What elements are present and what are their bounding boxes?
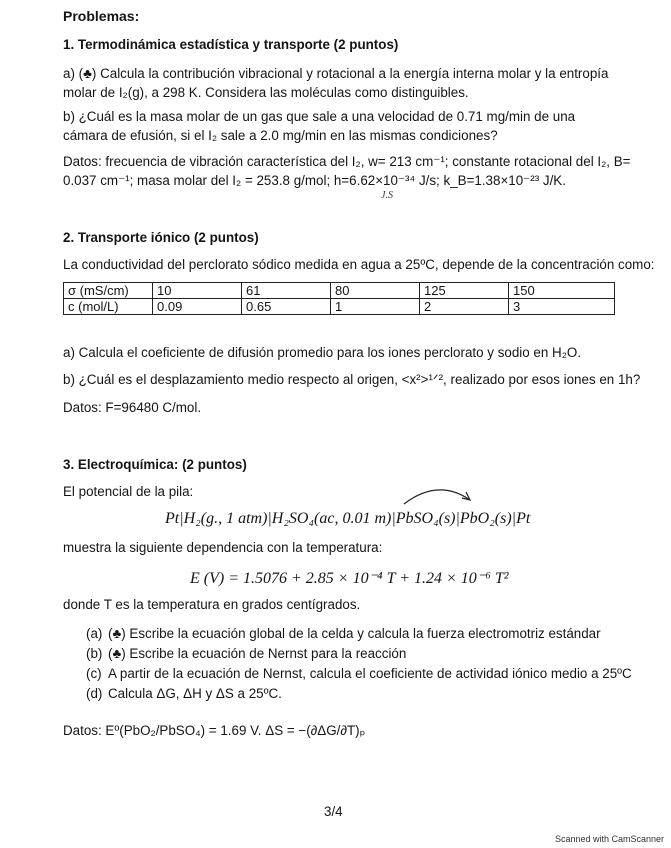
problem-1-part-b: b) ¿Cuál es la masa molar de un gas que sale a una velocidad de 0.71 mg/min de una cámara de efusión, si el I₂ sale a 2.0 mg/min en las mismas condiciones? [63, 109, 576, 143]
problem-2-part-b: b) ¿Cuál es el desplazamiento medio respecto al origen, <x²>¹ᐟ², realizado por esos iones en 1h? [63, 372, 641, 387]
list-item: (d) Calcula ΔG, ΔH y ΔS a 25ºC. [86, 686, 282, 701]
table-row [64, 299, 615, 315]
problem-2-title: 2. Transporte iónico (2 puntos) [63, 230, 259, 245]
handwritten-note: J.S [381, 190, 393, 201]
list-item: (a) (♣) Escribe la ecuación global de la celda y calcula la fuerza electromotriz estándar [86, 626, 601, 641]
problem-2-datos: Datos: F=96480 C/mol. [63, 400, 202, 415]
table-cell: 10 [153, 283, 242, 299]
potential-equation: E (V) = 1.5076 + 2.85 × 10⁻⁴ T + 1.24 × 10⁻⁶ T² [190, 570, 509, 587]
problem-3-dependence: muestra la siguiente dependencia con la temperatura: [63, 540, 383, 555]
problem-3-title: 3. Electroquímica: (2 puntos) [63, 457, 247, 472]
table-cell: 0.09 [153, 299, 242, 315]
table-cell: 125 [420, 283, 509, 299]
table-cell: 61 [242, 283, 331, 299]
row-label-sigma: σ (mS/cm) [64, 283, 153, 299]
problem-3-intro: El potencial de la pila: [63, 484, 194, 499]
problem-3-datos: Datos: Eº(PbO₂/PbSO₄) = 1.69 V. ΔS = −(∂ΔG/∂T)ₚ [63, 723, 366, 738]
page-number: 3/4 [324, 804, 343, 819]
problem-2-intro: La conductividad del perclorato sódico medida en agua a 25ºC, depende de la concentración como: [63, 257, 655, 272]
problem-1-part-a: a) (♣) Calcula la contribución vibracional y rotacional a la energía interna molar y la entropía molar de I₂(g), a 298 K. Considera las moléculas como distinguibles. [63, 66, 609, 100]
problem-1-datos-line1: Datos: frecuencia de vibración característica del I₂, w= 213 cm⁻¹; constante rotacional del I₂, B= [63, 154, 631, 169]
problem-3-where: donde T es la temperatura en grados centígrados. [63, 597, 361, 612]
conductivity-table [63, 282, 615, 315]
table-row [64, 283, 615, 299]
club-icon: ♣ [83, 66, 92, 81]
list-item: (b) (♣) Escribe la ecuación de Nernst para la reacción [86, 646, 407, 661]
problem-2-part-a: a) Calcula el coeficiente de difusión promedio para los iones perclorato y sodio en H₂O. [63, 345, 582, 360]
page-heading: Problemas: [63, 8, 140, 24]
table-cell: 2 [420, 299, 509, 315]
list-item: (c) A partir de la ecuación de Nernst, calcula el coeficiente de actividad iónico medio a 25ºC [86, 666, 632, 681]
table-cell: 0.65 [242, 299, 331, 315]
row-label-concentration: c (mol/L) [64, 299, 153, 315]
table-cell: 1 [331, 299, 420, 315]
table-cell: 3 [509, 299, 615, 315]
handwritten-arrow-icon [400, 482, 480, 508]
table-cell: 150 [509, 283, 615, 299]
cell-notation: Pt|H₂(g., 1 atm)|H₂SO₄(ac, 0.01 m)|PbSO₄(s)|PbO₂(s)|Pt [165, 510, 531, 527]
scanner-footer: Scanned with CamScanner [555, 834, 665, 844]
problem-1-datos-line2: 0.037 cm⁻¹; masa molar del I₂ = 253.8 g/mol; h=6.62×10⁻³⁴ J/s; k_B=1.38×10⁻²³ J/K. [63, 173, 566, 188]
table-cell: 80 [331, 283, 420, 299]
problem-3-items [86, 624, 632, 704]
problem-1-title: 1. Termodinámica estadística y transporte (2 puntos) [63, 37, 399, 52]
